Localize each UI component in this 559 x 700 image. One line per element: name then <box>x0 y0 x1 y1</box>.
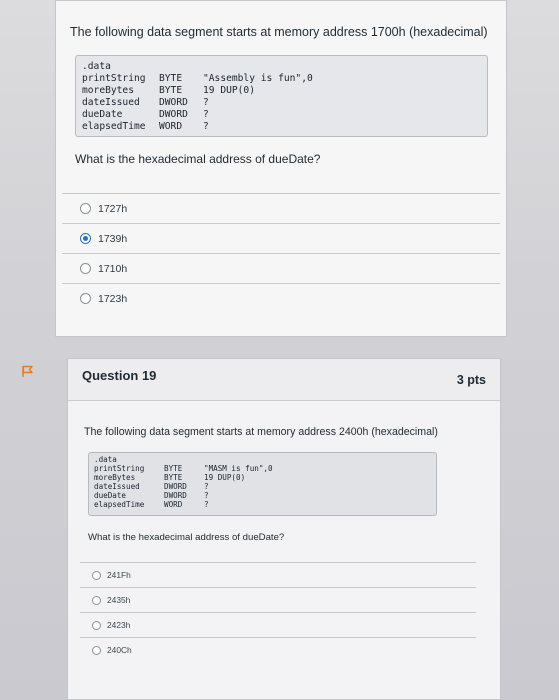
code-block: .data printString BYTE "Assembly is fun",0 moreBytes BYTE 19 DUP(0) dateIssued DWORD ? dueDate DWORD ? elapsedTime WORD ? <box>75 55 488 137</box>
answer-option[interactable] <box>80 637 476 662</box>
radio-unselected-icon[interactable] <box>80 293 91 304</box>
answer-label: 240Ch <box>107 645 132 655</box>
question-text: What is the hexadecimal address of dueDate? <box>88 532 285 543</box>
question-header <box>68 359 500 401</box>
radio-unselected-icon[interactable] <box>92 571 101 580</box>
radio-selected-icon[interactable] <box>80 233 91 244</box>
answer-option[interactable] <box>62 193 500 223</box>
flag-question-icon[interactable] <box>21 365 34 378</box>
answer-option[interactable] <box>62 253 500 283</box>
radio-unselected-icon[interactable] <box>92 596 101 605</box>
radio-unselected-icon[interactable] <box>92 646 101 655</box>
radio-unselected-icon[interactable] <box>80 263 91 274</box>
answer-label: 1739h <box>98 232 128 245</box>
answer-option[interactable] <box>80 587 476 612</box>
answer-option[interactable] <box>62 223 500 253</box>
answer-options <box>62 193 500 313</box>
answer-option[interactable] <box>80 562 476 587</box>
radio-unselected-icon[interactable] <box>80 203 91 214</box>
answer-options <box>80 562 476 662</box>
question-prompt: The following data segment starts at memory address 2400h (hexadecimal) <box>84 426 438 438</box>
answer-label: 2423h <box>107 620 131 630</box>
code-block: .data printString BYTE "MASM is fun",0 moreBytes BYTE 19 DUP(0) dateIssued DWORD ? dueDate DWORD ? elapsedTime WORD ? <box>88 452 437 516</box>
question-card-prev <box>55 0 507 337</box>
question-title: Question 19 <box>82 368 157 383</box>
question-card-19 <box>67 358 501 700</box>
question-points: 3 pts <box>456 373 486 387</box>
question-text: What is the hexadecimal address of dueDate? <box>75 152 321 166</box>
answer-label: 241Fh <box>107 570 131 580</box>
answer-label: 2435h <box>107 595 131 605</box>
question-prompt: The following data segment starts at memory address 1700h (hexadecimal) <box>70 25 488 39</box>
answer-label: 1727h <box>98 202 128 215</box>
radio-unselected-icon[interactable] <box>92 621 101 630</box>
answer-label: 1723h <box>98 292 128 305</box>
answer-option[interactable] <box>80 612 476 637</box>
answer-option[interactable] <box>62 283 500 313</box>
answer-label: 1710h <box>98 262 128 275</box>
